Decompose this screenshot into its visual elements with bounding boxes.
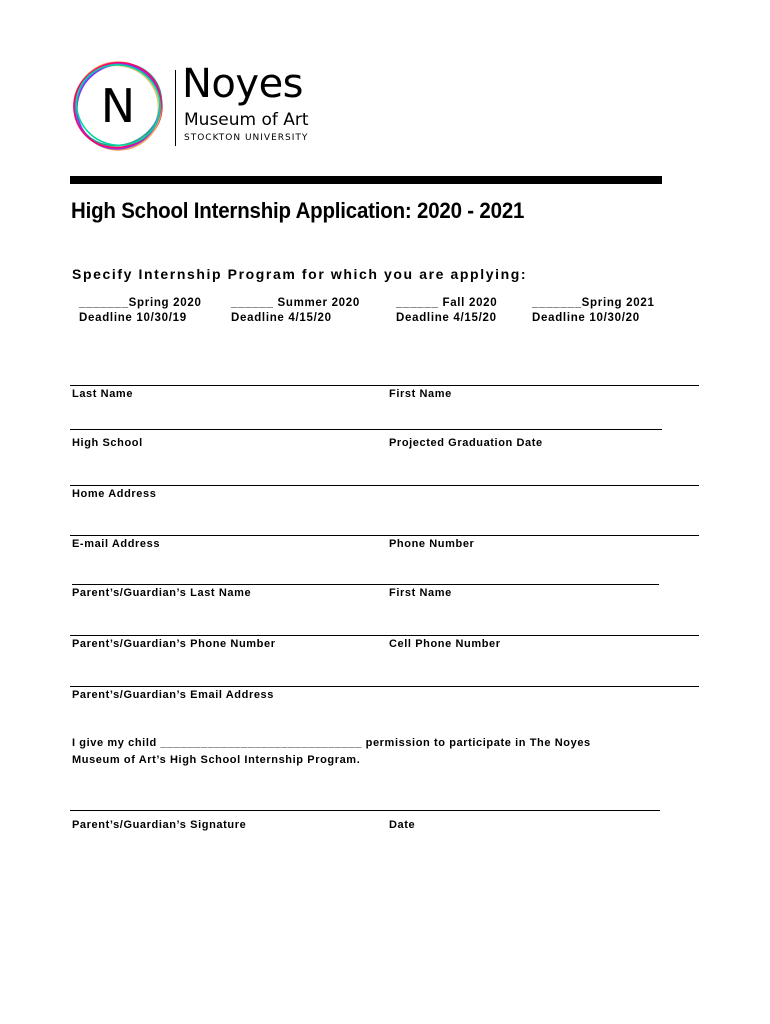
high-school-label: High School (72, 437, 143, 449)
museum-logo-mark (70, 58, 166, 154)
last-name-label: Last Name (72, 388, 134, 400)
page-title: High School Internship Application: 2020 - 2021 (71, 198, 525, 223)
program-option-label: _______Spring 2020 (79, 297, 202, 309)
high-school-field[interactable] (70, 429, 662, 430)
program-deadline: Deadline 10/30/19 (79, 312, 187, 324)
first-name-label: First Name (389, 388, 452, 400)
guardian-email-label: Parent’s/Guardian’s Email Address (72, 689, 274, 701)
guardian-phone-label: Parent’s/Guardian’s Phone Number (72, 638, 276, 650)
program-deadline: Deadline 4/15/20 (396, 312, 497, 324)
program-option-label: ______ Fall 2020 (396, 297, 498, 309)
email-label: E-mail Address (72, 538, 161, 550)
logo-university: STOCKTON UNIVERSITY (184, 133, 309, 143)
program-option-spring-2020[interactable] (79, 296, 202, 326)
guardian-first-name-label: First Name (389, 587, 452, 599)
email-field[interactable] (70, 535, 699, 536)
date-label: Date (389, 819, 416, 831)
signature-label: Parent’s/Guardian’s Signature (72, 819, 247, 831)
guardian-email-field[interactable] (70, 686, 699, 687)
program-option-fall-2020[interactable] (396, 296, 497, 326)
guardian-last-name-field[interactable] (72, 584, 659, 585)
home-address-field[interactable] (70, 485, 699, 486)
cell-phone-label: Cell Phone Number (389, 638, 501, 650)
program-option-summer-2020[interactable] (231, 296, 360, 326)
graduation-date-label: Projected Graduation Date (389, 437, 543, 449)
phone-label: Phone Number (389, 538, 475, 550)
permission-text-line1: I give my child ______________________________ permission to participate in The Noyes (72, 737, 591, 749)
guardian-phone-field[interactable] (70, 635, 699, 636)
logo-divider (175, 70, 176, 146)
program-option-label: ______ Summer 2020 (231, 297, 360, 309)
logo-museum: Museum of Art (184, 110, 309, 130)
logo-letter: N (100, 79, 136, 133)
last-name-field[interactable] (70, 385, 699, 386)
program-option-spring-2021[interactable] (532, 296, 655, 326)
logo-rings-icon (70, 58, 166, 154)
program-option-label: _______Spring 2021 (532, 297, 655, 309)
header-bar (70, 176, 662, 184)
program-deadline: Deadline 4/15/20 (231, 312, 332, 324)
program-heading: Specify Internship Program for which you are applying: (72, 266, 528, 282)
guardian-last-name-label: Parent’s/Guardian’s Last Name (72, 587, 252, 599)
home-address-label: Home Address (72, 488, 157, 500)
permission-text-line2: Museum of Art’s High School Internship Program. (72, 754, 361, 766)
logo-name: Noyes (182, 61, 304, 107)
signature-field[interactable] (70, 810, 660, 811)
program-deadline: Deadline 10/30/20 (532, 312, 640, 324)
